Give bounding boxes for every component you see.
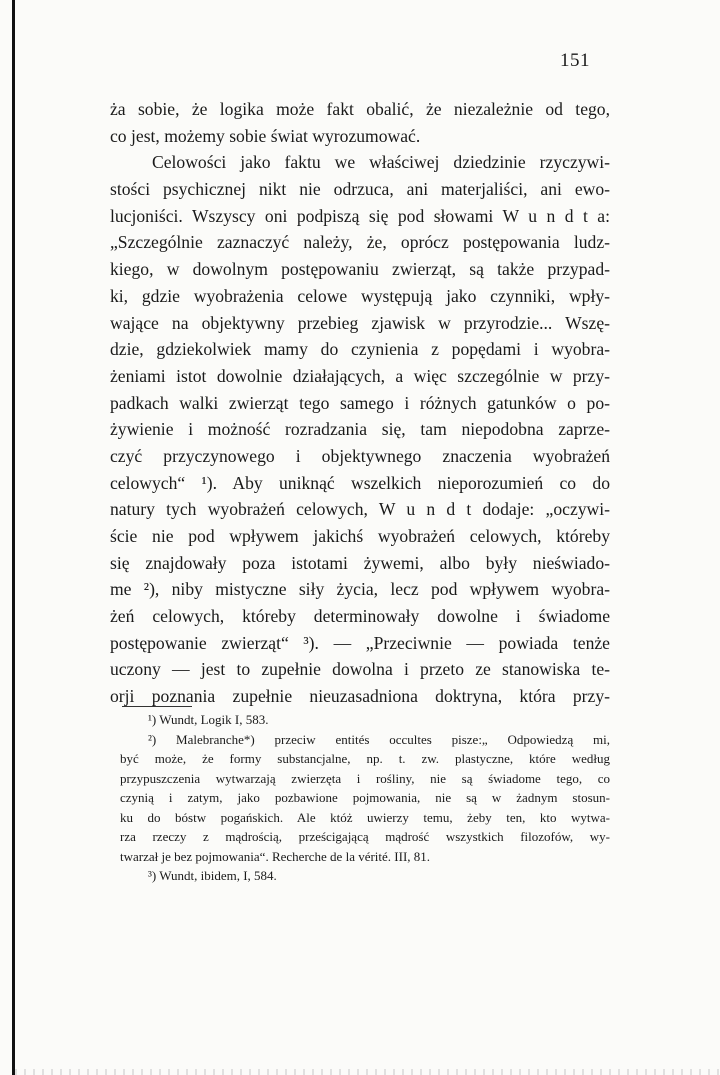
footnote-line: ¹) Wundt, Logik I, 583. bbox=[148, 712, 269, 727]
text-line: ście nie pod wpływem jakichś wyobrażeń celowych, któreby bbox=[110, 526, 610, 546]
text-line: dzie, gdziekolwiek mamy do czynienia z popędami i wyobra- bbox=[110, 339, 610, 360]
text-line: lucjoniści. Wszyscy oni podpiszą się pod słowami W u n d t a: bbox=[110, 205, 610, 226]
text-line: me ²), niby mistyczne siły życia, lecz pod wpływem wyobra- bbox=[110, 579, 610, 600]
page-number: 151 bbox=[560, 50, 590, 71]
text-line: wające na objektywny przebieg zjawisk w przyrodzie... Wszę- bbox=[110, 312, 610, 333]
text-line: żywienie i możność rozradzania się, tam niepodobna zaprze- bbox=[110, 419, 610, 440]
footnote-divider bbox=[122, 706, 192, 707]
footnote-line: ²) Malebranche*) przeciw entités occultes pisze:„ Odpowiedzą mi, bbox=[148, 731, 610, 747]
text-line: ża sobie, że logika może fakt obalić, że niezależnie od tego, bbox=[110, 99, 610, 119]
text-line: celowych“ ¹). Aby uniknąć wszelkich nieporozumień co do bbox=[110, 472, 610, 493]
footnote-line: ³) Wundt, ibidem, I, 584. bbox=[148, 868, 277, 883]
footnote-line: być może, że formy substancjalne, np. t. zw. plastyczne, które według bbox=[120, 751, 610, 766]
footnote-line: przypuszczenia wytwarzają zwierzęta i rośliny, nie są świadome tego, co bbox=[120, 770, 610, 786]
footnote-line: twarzał je bez pojmowania“. Recherche de la vérité. III, 81. bbox=[120, 848, 431, 864]
text-line: Celowości jako faktu we właściwej dziedzinie rzyczywi- bbox=[152, 152, 610, 173]
text-line: uczony — jest to zupełnie dowolna i przeto ze stanowiska te- bbox=[110, 659, 610, 680]
text-line: żeń celowych, któreby determinowały dowolne i świadome bbox=[110, 606, 610, 627]
text-line: co jest, możemy sobie świat wyrozumować. bbox=[110, 125, 421, 146]
text-line: „Szczególnie zaznaczyć należy, że, oprócz postępowania ludz- bbox=[110, 232, 610, 253]
text-line: kiego, w dowolnym postępowaniu zwierząt, są także przypad- bbox=[110, 259, 610, 280]
footnotes-block bbox=[120, 710, 610, 886]
text-line: się znajdowały poza istotami żywemi, albo były nieświado- bbox=[110, 552, 610, 573]
scan-edge-noise bbox=[15, 1069, 720, 1075]
text-line: postępowanie zwierząt“ ³). — „Przeciwnie — powiada tenże bbox=[110, 632, 610, 653]
footnote-line: ku do bóstw pogańskich. Ale któż uwierzy temu, żeby ten, kto wytwa- bbox=[120, 809, 610, 825]
text-line: stości psychicznej nikt nie odrzuca, ani materjaliści, ani ewo- bbox=[110, 179, 610, 200]
text-line: czyć przyczynowego i objektywnego znaczenia wyobrażeń bbox=[110, 445, 610, 466]
text-line: orji poznania zupełnie nieuzasadniona doktryna, która przy- bbox=[110, 686, 610, 707]
footnote-line: czynią i zatym, jako pozbawione pojmowania, nie są w żadnym stosun- bbox=[120, 790, 610, 805]
text-line: padkach walki zwierząt tego samego i różnych gatunków o po- bbox=[110, 392, 610, 413]
text-line: ki, gdzie wyobrażenia celowe występują jako czynniki, wpły- bbox=[110, 285, 610, 306]
text-line: żeniami istot dowolnie działających, a więc szczególnie w przy- bbox=[110, 365, 610, 386]
footnote-line: rza rzeczy z mądrością, prześcigającą mądrość wszystkich filozofów, wy- bbox=[120, 829, 610, 844]
main-text-block bbox=[110, 96, 610, 710]
page-binding-edge bbox=[12, 0, 15, 1075]
text-line: natury tych wyobrażeń celowych, W u n d t dodaje: „oczywi- bbox=[110, 499, 610, 520]
